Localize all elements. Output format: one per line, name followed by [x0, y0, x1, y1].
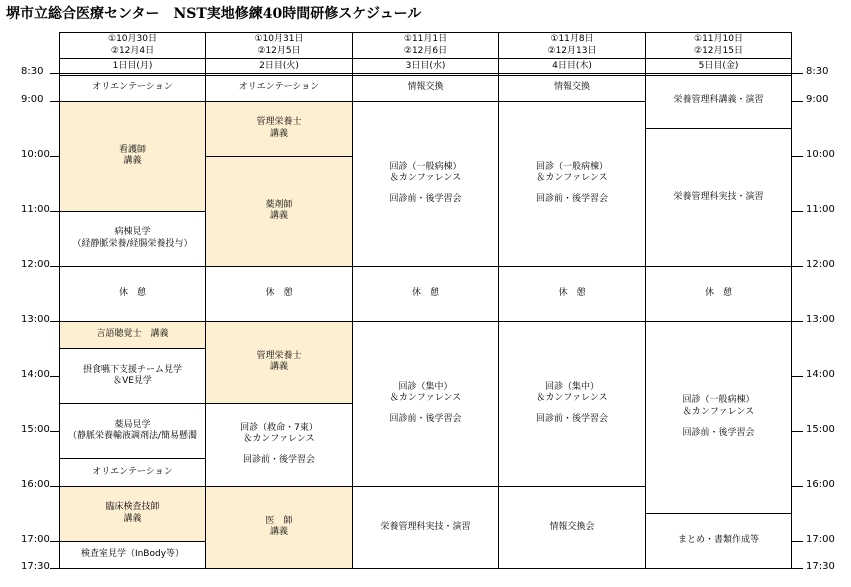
cell-text: 講義 — [123, 513, 142, 524]
date-header — [352, 32, 499, 59]
time-label-left: 13:00 — [21, 313, 50, 325]
time-tick-left — [50, 486, 60, 487]
cell-text: 摂食嚥下支援チーム見学 — [82, 364, 182, 375]
cell-text: （経静脈栄養/経腸栄養投与） — [72, 238, 193, 249]
cell-text: 管理栄養士 — [256, 117, 302, 128]
time-label-right: 16:00 — [806, 478, 835, 490]
cell-text: 回診前・後学習会 — [535, 414, 608, 425]
cell-text: 病棟見学 — [114, 227, 151, 238]
schedule-cell — [59, 541, 206, 570]
time-tick-right — [791, 156, 803, 157]
schedule-cell — [498, 73, 646, 102]
cell-text: 栄養管理科実技・演習 — [380, 521, 471, 532]
cell-text: オリエンテーション — [92, 81, 173, 92]
schedule-cell — [498, 101, 646, 267]
date-header — [645, 32, 792, 59]
day-header: 2日目(火) — [205, 58, 353, 76]
time-tick-left — [50, 321, 60, 322]
cell-text: 医 師 — [265, 516, 293, 526]
time-tick-right — [791, 376, 803, 377]
cell-text: ＆カンファレンス — [682, 406, 755, 417]
schedule-cell — [205, 403, 353, 487]
cell-text: 回診（集中） — [398, 381, 453, 392]
time-label-left: 10:00 — [21, 148, 50, 160]
schedule-cell — [59, 458, 206, 487]
schedule-cell — [498, 321, 646, 487]
cell-text: （静脈栄養輸液調剤法/簡易懸濁 — [67, 431, 198, 441]
schedule-cell — [645, 128, 792, 267]
time-label-right: 10:00 — [806, 148, 835, 160]
cell-text: 休 憩 — [704, 287, 732, 298]
date-line-2: ②12月5日 — [257, 45, 301, 56]
time-tick-right — [791, 431, 803, 432]
time-label-left: 9:00 — [21, 93, 44, 105]
date-line-1: ①11月1日 — [403, 34, 448, 45]
cell-text: 薬局見学 — [114, 419, 151, 430]
time-tick-left — [50, 431, 60, 432]
schedule-cell — [205, 266, 353, 322]
date-line-2: ②12月15日 — [694, 45, 743, 56]
time-label-right: 12:00 — [806, 258, 835, 270]
schedule-cell — [59, 321, 206, 350]
time-tick-right — [791, 541, 803, 542]
cell-text: 休 憩 — [558, 287, 586, 298]
day-header: 3日目(水) — [352, 58, 499, 76]
date-line-2: ②12月4日 — [110, 45, 155, 56]
time-label-left: 16:00 — [21, 478, 50, 490]
time-label-left: 12:00 — [21, 258, 50, 270]
cell-text: 言語聴覚士 講義 — [96, 329, 169, 340]
cell-text: 講義 — [269, 128, 288, 139]
cell-text: オリエンテーション — [238, 81, 320, 92]
schedule-cell — [352, 321, 499, 487]
time-tick-left — [50, 211, 60, 212]
time-label-right: 8:30 — [806, 66, 829, 77]
schedule-grid — [59, 32, 791, 572]
schedule-cell — [205, 321, 353, 405]
time-tick-left — [50, 266, 60, 267]
cell-text: 臨床検査技師 — [105, 502, 160, 513]
schedule-cell — [352, 266, 499, 322]
time-label-right: 17:30 — [806, 561, 835, 572]
cell-text: 回診前・後学習会 — [682, 427, 755, 438]
cell-text: ＆カンファレンス — [536, 172, 608, 183]
schedule-cell — [352, 101, 499, 267]
time-tick-left — [50, 73, 60, 74]
day-header: 1日目(月) — [59, 58, 206, 76]
schedule-cell — [205, 73, 353, 102]
time-tick-right — [791, 321, 803, 322]
cell-text: 栄養管理科実技・演習 — [673, 191, 764, 202]
page-title: 堺市立総合医療センター NST実地修練40時間研修スケジュール — [6, 6, 422, 22]
date-header — [205, 32, 353, 59]
time-label-right: 17:00 — [806, 533, 835, 545]
cell-text: 回診前・後学習会 — [389, 414, 462, 425]
schedule-cell — [352, 73, 499, 102]
cell-text: 講義 — [269, 211, 288, 221]
schedule-cell — [645, 321, 792, 515]
cell-text: 講義 — [269, 527, 288, 538]
date-line-2: ②12月13日 — [547, 45, 597, 56]
schedule-cell — [59, 403, 206, 459]
time-tick-right — [791, 101, 803, 102]
cell-text: 栄養管理科講義・演習 — [673, 95, 764, 106]
time-label-left: 11:00 — [21, 203, 50, 215]
schedule-cell — [59, 211, 206, 267]
date-line-2: ②12月6日 — [403, 45, 448, 56]
cell-text: ＆カンファレンス — [389, 392, 462, 403]
cell-text: 講義 — [269, 362, 288, 373]
time-label-left: 14:00 — [21, 368, 50, 380]
schedule-cell — [59, 266, 206, 322]
cell-text: 回診（一般病棟） — [682, 395, 755, 406]
day-header: 5日目(金) — [645, 58, 792, 76]
time-label-left: 17:30 — [21, 561, 50, 572]
time-label-right: 15:00 — [806, 423, 835, 435]
cell-text: 管理栄養士 — [256, 351, 302, 361]
schedule-cell — [645, 513, 792, 569]
time-label-right: 11:00 — [806, 203, 835, 215]
time-tick-right — [791, 568, 803, 569]
cell-text: 回診（一般病棟） — [389, 161, 462, 172]
schedule-cell — [59, 486, 206, 542]
date-header — [59, 32, 206, 59]
cell-text: 情報交換 — [553, 81, 590, 92]
cell-text: 回診（集中） — [544, 381, 599, 392]
cell-text: オリエンテーション — [92, 466, 173, 477]
cell-text: 回診前・後学習会 — [535, 194, 608, 205]
time-label-left: 15:00 — [21, 423, 50, 435]
time-label-right: 13:00 — [806, 313, 835, 325]
cell-text: 回診前・後学習会 — [242, 455, 315, 466]
cell-text: ＆カンファレンス — [536, 392, 608, 403]
schedule-cell — [59, 73, 206, 102]
date-line-1: ①10月31日 — [254, 34, 304, 45]
cell-text: ＆カンファレンス — [389, 172, 462, 183]
date-line-1: ①10月30日 — [108, 34, 157, 45]
schedule-cell — [205, 156, 353, 267]
time-tick-right — [791, 266, 803, 267]
cell-text: 回診前・後学習会 — [389, 194, 462, 205]
cell-text: 検査室見学（InBody等） — [80, 549, 185, 560]
cell-text: 休 憩 — [411, 287, 439, 298]
time-tick-right — [791, 73, 803, 74]
date-line-1: ①11月8日 — [550, 34, 594, 45]
cell-text: 薬剤師 — [265, 199, 293, 210]
schedule-cell — [498, 266, 646, 322]
date-line-1: ①11月10日 — [694, 34, 743, 45]
cell-text: 講義 — [123, 156, 142, 166]
time-label-left: 8:30 — [21, 66, 44, 77]
time-tick-left — [50, 101, 60, 102]
cell-text: 回診（一般病棟） — [535, 161, 608, 172]
date-header — [498, 32, 646, 59]
schedule-cell — [205, 486, 353, 570]
schedule-cell — [59, 101, 206, 212]
cell-text: 情報交換 — [407, 81, 444, 92]
schedule-cell — [498, 486, 646, 570]
cell-text: 休 憩 — [118, 287, 146, 298]
time-label-right: 9:00 — [806, 93, 829, 105]
cell-text: 看護師 — [118, 144, 146, 155]
cell-text: 休 憩 — [265, 287, 293, 298]
cell-text: 情報交換会 — [549, 521, 595, 532]
time-tick-left — [50, 541, 60, 542]
day-header: 4日目(木) — [498, 58, 646, 76]
time-label-left: 17:00 — [21, 533, 50, 545]
time-tick-right — [791, 211, 803, 212]
time-tick-left — [50, 568, 60, 569]
schedule-cell — [205, 101, 353, 157]
schedule-cell — [59, 348, 206, 404]
schedule-cell — [645, 266, 792, 322]
time-tick-left — [50, 376, 60, 377]
cell-text: 回診（救命・7東） — [240, 422, 318, 433]
noon-dotted-line — [352, 266, 791, 267]
time-tick-right — [791, 486, 803, 487]
time-label-right: 14:00 — [806, 368, 835, 380]
schedule-cell — [645, 73, 792, 129]
cell-text: ＆カンファレンス — [243, 434, 315, 445]
cell-text: まとめ・書類作成等 — [677, 535, 759, 546]
time-tick-left — [50, 156, 60, 157]
schedule-cell — [352, 486, 499, 570]
cell-text: ＆VE見学 — [113, 376, 152, 386]
